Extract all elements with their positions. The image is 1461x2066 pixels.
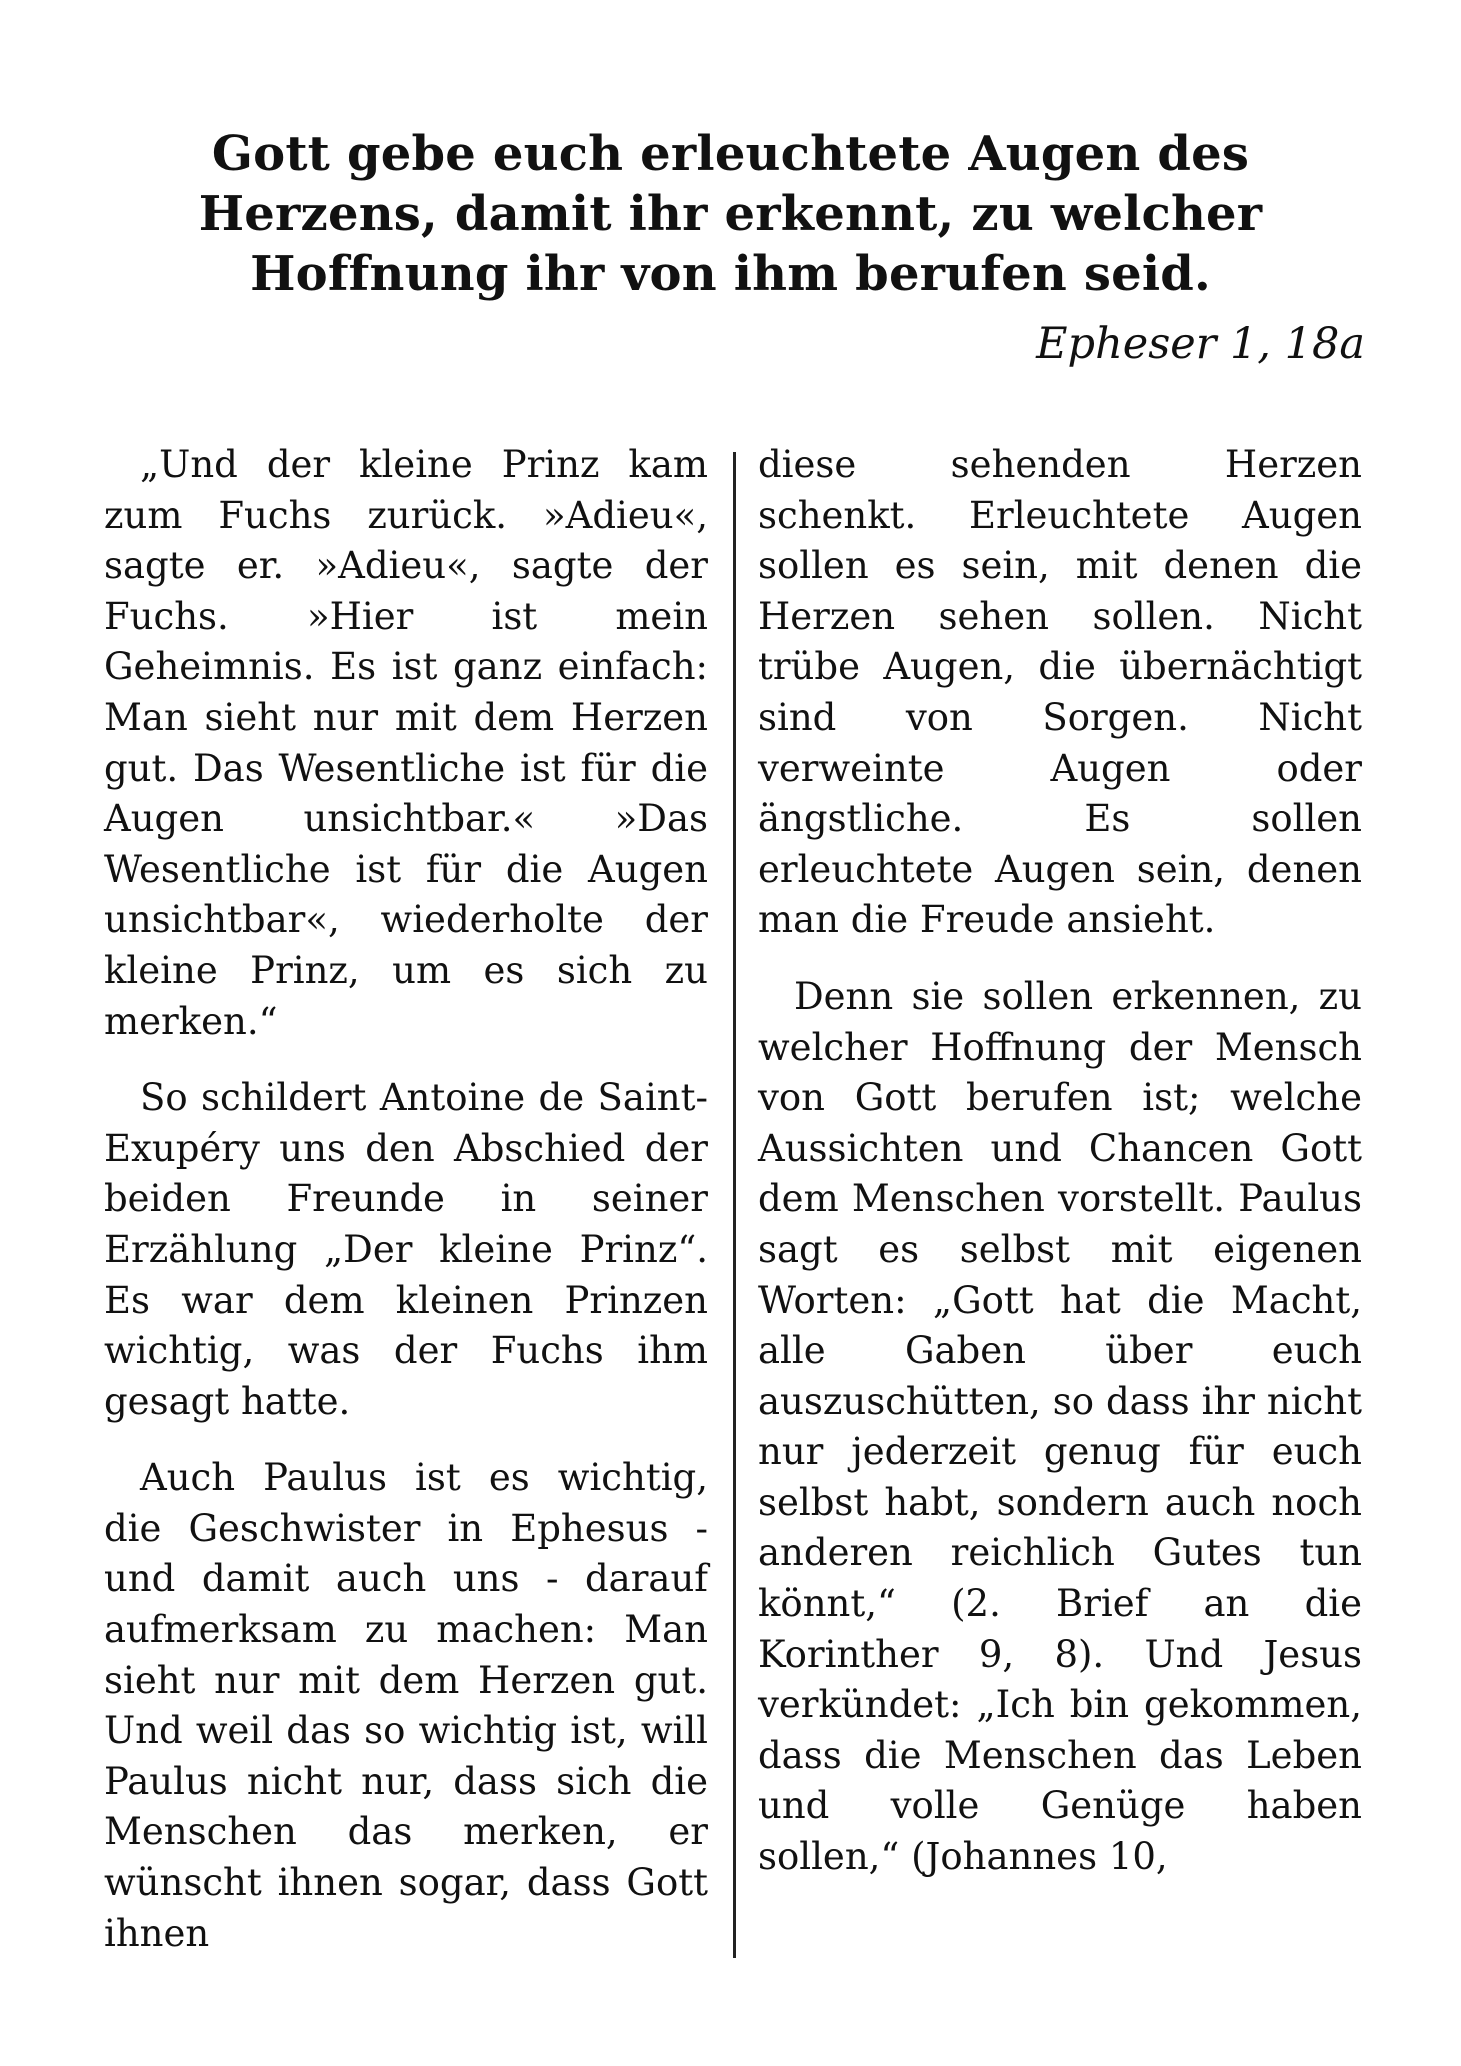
right-paragraph-2: Denn sie sollen erkennen, zu welcher Hoffnung der Mensch von Gott berufen ist; welche Aussichten und Chancen Gott dem Menschen vorstellt. Paulus sagt es selbst mit eigenen Worten: „Gott hat die Macht, alle Gaben über euch auszuschütten, so dass ihr nicht nur jederzeit genug für euch selbst habt, sondern auch noch anderen reichlich Gutes tun könnt,“ (2. Brief an die Korinther 9, 8). Und Jesus verkündet: „Ich bin gekommen, dass die Menschen das Leben und volle Genüge haben sollen,“ (Johannes 10, xyxy=(758,974,1362,1879)
title-line-3: Hoffnung ihr von ihm berufen seid. xyxy=(250,246,1211,302)
column-divider xyxy=(733,452,736,1958)
bible-reference: Epheser 1, 18a xyxy=(1036,319,1365,369)
right-column xyxy=(758,440,1362,1909)
title-line-2: Herzens, damit ihr erkennt, zu welcher xyxy=(198,186,1263,242)
title-line-1: Gott gebe euch erleuchtete Augen des xyxy=(211,126,1250,182)
right-paragraph-1: diese sehenden Herzen schenkt. Erleuchtete Augen sollen es sein, mit denen die Herzen sehen sollen. Nicht trübe Augen, die übernächtigt sind von Sorgen. Nicht verweinte Augen oder ängstliche. Es sollen erleuchtete Augen sein, denen man die Freude ansieht. xyxy=(758,443,1362,942)
left-paragraph-3: Auch Paulus ist es wichtig, die Geschwister in Ephesus - und damit auch uns - darauf aufmerksam zu machen: Man sieht nur mit dem Herzen gut. Und weil das so wichtig ist, will Paulus nicht nur, dass sich die Menschen das merken, er wünscht ihnen sogar, dass Gott ihnen xyxy=(104,1456,708,1955)
left-column xyxy=(104,440,708,1985)
left-paragraph-2: So schildert Antoine de Saint-Exupéry uns den Abschied der beiden Freunde in seiner Erzählung „Der kleine Prinz“. Es war dem kleinen Prinzen wichtig, was der Fuchs ihm gesagt hatte. xyxy=(104,1076,708,1423)
left-paragraph-1: „Und der kleine Prinz kam zum Fuchs zurück. »Adieu«, sagte er. »Adieu«, sagte der Fuchs. »Hier ist mein Geheimnis. Es ist ganz einfach: Man sieht nur mit dem Herzen gut. Das Wesentliche ist für die Augen unsichtbar.« »Das Wesentliche ist für die Augen unsichtbar«, wiederholte der kleine Prinz, um es sich zu merken.“ xyxy=(104,443,708,1043)
page-title xyxy=(120,124,1341,304)
